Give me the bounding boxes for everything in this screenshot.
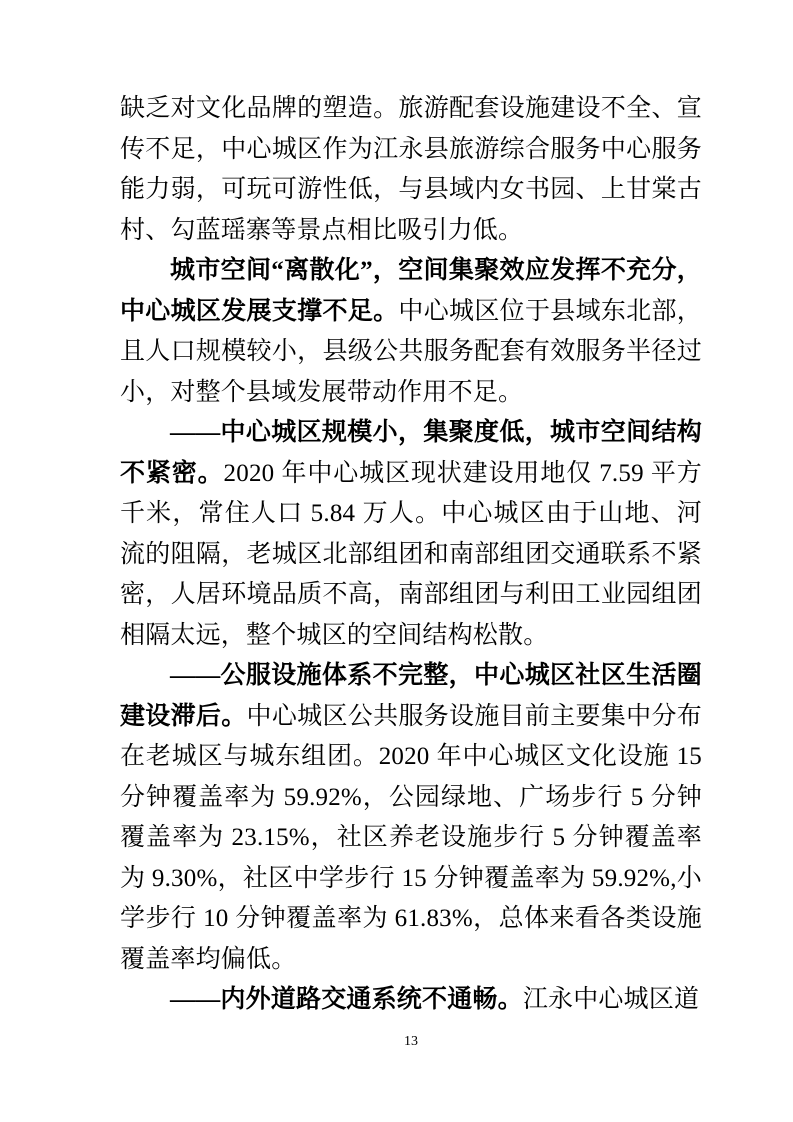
page-content: [120, 89, 702, 1021]
paragraph: [120, 656, 702, 980]
paragraph: [120, 251, 702, 413]
page-number: 13: [404, 1034, 418, 1049]
paragraph-body: 中心城区位于县域东北部，且人口规模较小，县级公共服务配套有效服务半径过小，对整个县域发展带动作用不足。: [120, 297, 703, 406]
paragraph-body: 2020 年中心城区现状建设用地仅 7.59 平方千米，常住人口 5.84 万人。中心城区由于山地、河流的阻隔，老城区北部组团和南部组团交通联系不紧密，人居环境品质不高，南部组团与利田工业园组团相隔太远，整个城区的空间结构松散。: [120, 459, 702, 649]
paragraph: [120, 413, 702, 656]
paragraph-body: 江永中心城区道: [522, 986, 700, 1013]
paragraph-lead: 城市空间“离散化”，空间集聚效应发挥不充分，中心城区发展支撑不足。: [120, 257, 702, 325]
paragraph-lead: ——中心城区规模小，集聚度低，城市空间结构不紧密。: [120, 419, 702, 487]
paragraph: [120, 980, 702, 1021]
paragraph-lead: ——公服设施体系不完整，中心城区社区生活圈建设滞后。: [120, 662, 702, 730]
paragraph-body: 缺乏对文化品牌的塑造。旅游配套设施建设不全、宣传不足，中心城区作为江永县旅游综合服务中心服务能力弱，可玩可游性低，与县域内女书园、上甘棠古村、勾蓝瑶寨等景点相比吸引力低。: [120, 95, 702, 244]
page-footer: [120, 1033, 702, 1051]
paragraph-body: 中心城区公共服务设施目前主要集中分布在老城区与城东组团。2020 年中心城区文化设施 15 分钟覆盖率为 59.92%，公园绿地、广场步行 5 分钟覆盖率为 23.15%，社区养老设施步行 5 分钟覆盖率为 9.30%，社区中学步行 15 分钟覆盖率为 59.92%,小学步行 10 分钟覆盖率为 61.83%，总体来看各类设施覆盖率均偏低。: [120, 702, 702, 973]
paragraph: [120, 89, 702, 251]
paragraph-lead: ——内外道路交通系统不通畅。: [170, 986, 523, 1013]
